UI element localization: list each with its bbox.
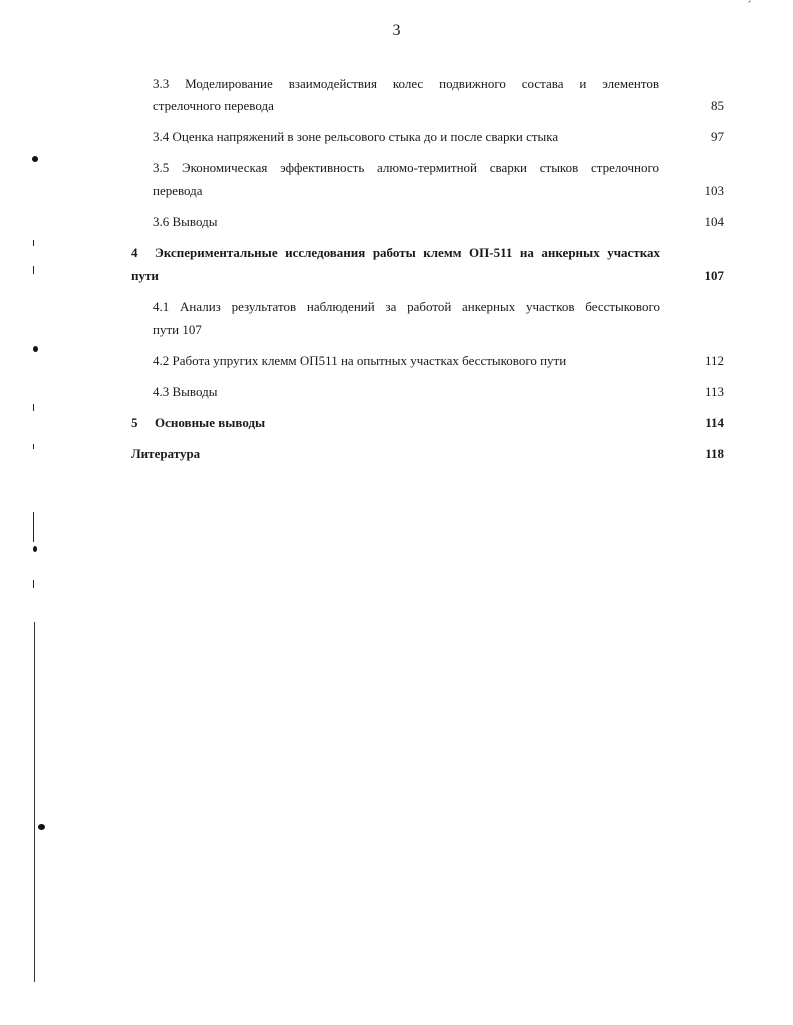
scan-tick — [33, 266, 34, 274]
scan-tick — [33, 580, 34, 588]
toc-entry-4-2-page: 112 — [704, 353, 724, 368]
toc-entry-3-4-page: 97 — [711, 129, 724, 144]
toc-entry-4-2: 4.2 Работа упругих клемм ОП511 на опытных участках бесстыкового пути — [153, 353, 567, 368]
scan-speck — [33, 546, 37, 552]
toc-section-5-title: Основные выводы — [155, 415, 266, 430]
toc-section-5-page: 114 — [705, 415, 724, 430]
toc-section-5-number: 5 — [131, 415, 138, 430]
toc-entry-3-3-line2: стрелочного перевода — [153, 98, 274, 113]
scan-tick — [33, 404, 34, 411]
toc-entry-3-3-line1: 3.3 Моделирование взаимодействия колес подвижного состава и элементов — [153, 76, 659, 91]
scan-speck — [38, 824, 45, 830]
toc-section-4-number: 4 — [131, 245, 138, 260]
toc-section-4-page: 107 — [704, 268, 724, 283]
scan-tick — [33, 512, 34, 542]
toc-entry-4-1-line1: 4.1 Анализ результатов наблюдений за работой анкерных участков бесстыкового — [153, 299, 660, 314]
scan-speck — [32, 156, 38, 162]
toc-entry-3-6-page: 104 — [704, 214, 724, 229]
scan-tick — [33, 444, 34, 449]
toc-entry-3-6: 3.6 Выводы — [153, 214, 218, 229]
toc-entry-4-3: 4.3 Выводы — [153, 384, 218, 399]
toc-entry-3-5-line1: 3.5 Экономическая эффективность алюмо-термитной сварки стыков стрелочного — [153, 160, 659, 175]
toc-entry-4-1-line2: пути 107 — [153, 322, 202, 337]
toc-entry-3-3-page: 85 — [711, 98, 724, 113]
toc-entry-3-4: 3.4 Оценка напряжений в зоне рельсового стыка до и после сварки стыка — [153, 129, 559, 144]
scan-speck — [33, 346, 38, 352]
toc-literature-page: 118 — [705, 446, 724, 461]
scan-edge-line — [34, 622, 35, 982]
toc-section-4-line2: пути — [131, 268, 159, 283]
toc-entry-3-5-line2: перевода — [153, 183, 203, 198]
toc-entry-4-3-page: 113 — [704, 384, 724, 399]
toc-entry-3-5-page: 103 — [704, 183, 724, 198]
scan-tick — [33, 240, 34, 246]
toc-literature-title: Литература — [131, 446, 201, 461]
toc-section-4-line1: Экспериментальные исследования работы клемм ОП-511 на анкерных участках — [155, 245, 660, 260]
page-number: 3 — [392, 22, 401, 39]
